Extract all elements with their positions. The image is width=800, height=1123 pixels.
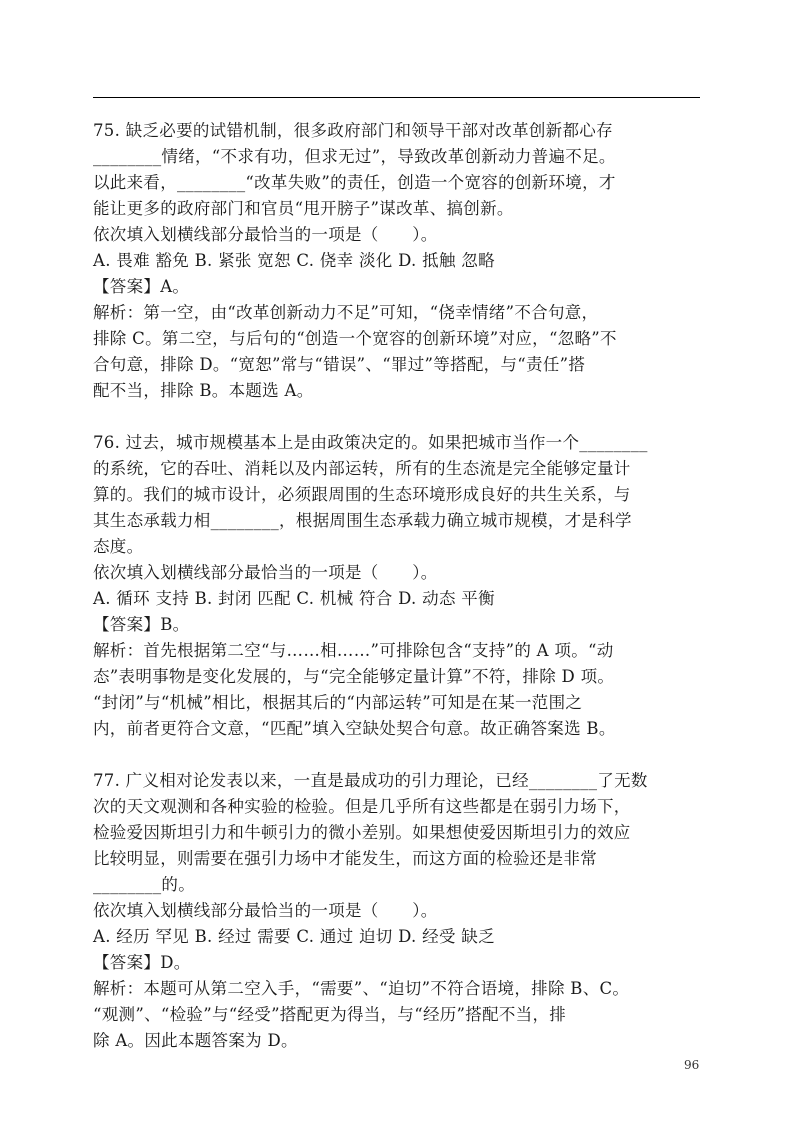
answer-options: A. 畏难 豁免 B. 紧张 宽恕 C. 侥幸 淡化 D. 抵触 忽略 [93,251,495,270]
page-content [93,118,703,1080]
analysis-line: 除 A。因此本题答案为 D。 [93,1031,298,1050]
stem-line: 比较明显，则需要在强引力场中才能发生，而这方面的检验还是非常 [93,849,597,868]
stem-line: 算的。我们的城市设计，必须跟周围的生态环境形成良好的共生关系，与 [93,485,631,504]
stem-line: ________情绪，“不求有功，但求无过”，导致改革创新动力普遍不足。 [93,147,616,166]
analysis-line: 态”表明事物是变化发展的，与“完全能够定量计算”不符，排除 D 项。 [93,667,615,686]
analysis-line: “封闭”与“机械”相比，根据其后的“内部运转”可知是在某一范围之 [93,693,583,712]
answer-key: 【答案】D。 [93,953,191,972]
analysis-line: 排除 C。第二空，与后句的“创造一个宽容的创新环境”对应，“忽略”不 [93,329,617,348]
analysis-line: 合句意，排除 D。“宽恕”常与“错误”、“罪过”等搭配，与“责任”搭 [93,355,586,374]
stem-line: ________的。 [93,875,195,894]
stem-line: 其生态承载力相________，根据周围生态承载力确立城市规模，才是科学 [93,511,632,530]
analysis-line: 内，前者更符合文意，“匹配”填入空缺处契合句意。故正确答案选 B。 [93,719,616,738]
question-prompt: 依次填入划横线部分最恰当的一项是（ ）。 [93,901,438,920]
question-77 [93,768,703,1054]
stem-line: 检验爱因斯坦引力和牛顿引力的微小差别。如果想使爱因斯坦引力的效应 [93,823,631,842]
stem-line: 77. 广义相对论发表以来，一直是最成功的引力理论，已经________了无数 [93,771,648,790]
stem-line: 能让更多的政府部门和官员“甩开膀子”谋改革、搞创新。 [93,199,514,218]
answer-options: A. 循环 支持 B. 封闭 匹配 C. 机械 符合 D. 动态 平衡 [93,589,495,608]
question-76 [93,430,703,742]
stem-line: 的系统，它的吞吐、消耗以及内部运转，所有的生态流是完全能够定量计 [93,459,631,478]
header-rule [93,97,700,98]
question-prompt: 依次填入划横线部分最恰当的一项是（ ）。 [93,225,438,244]
stem-line: 76. 过去，城市规模基本上是由政策决定的。如果把城市当作一个________ [93,433,648,452]
stem-line: 次的天文观测和各种实验的检验。但是几乎所有这些都是在弱引力场下， [93,797,631,816]
question-prompt: 依次填入划横线部分最恰当的一项是（ ）。 [93,563,438,582]
answer-key: 【答案】B。 [93,615,190,634]
answer-key: 【答案】A。 [93,277,190,296]
analysis-line: 解析：本题可从第二空入手，“需要”、“迫切”不符合语境，排除 B、C。 [93,979,630,998]
page-number: 96 [684,1058,700,1072]
stem-line: 以此来看，________“改革失败”的责任，创造一个宽容的创新环境，才 [93,173,616,192]
answer-options: A. 经历 罕见 B. 经过 需要 C. 通过 迫切 D. 经受 缺乏 [93,927,495,946]
analysis-line: “观测”、“检验”与“经受”搭配更为得当，与“经历”搭配不当，排 [93,1005,567,1024]
analysis-line: 配不当，排除 B。本题选 A。 [93,381,314,400]
analysis-line: 解析：首先根据第二空“与……相……”可排除包含“支持”的 A 项。“动 [93,641,614,660]
analysis-line: 解析：第一空，由“改革创新动力不足”可知，“侥幸情绪”不合句意， [93,303,599,322]
stem-line: 75. 缺乏必要的试错机制，很多政府部门和领导干部对改革创新都心存 [93,121,613,140]
question-75 [93,118,703,404]
stem-line: 态度。 [93,537,144,556]
